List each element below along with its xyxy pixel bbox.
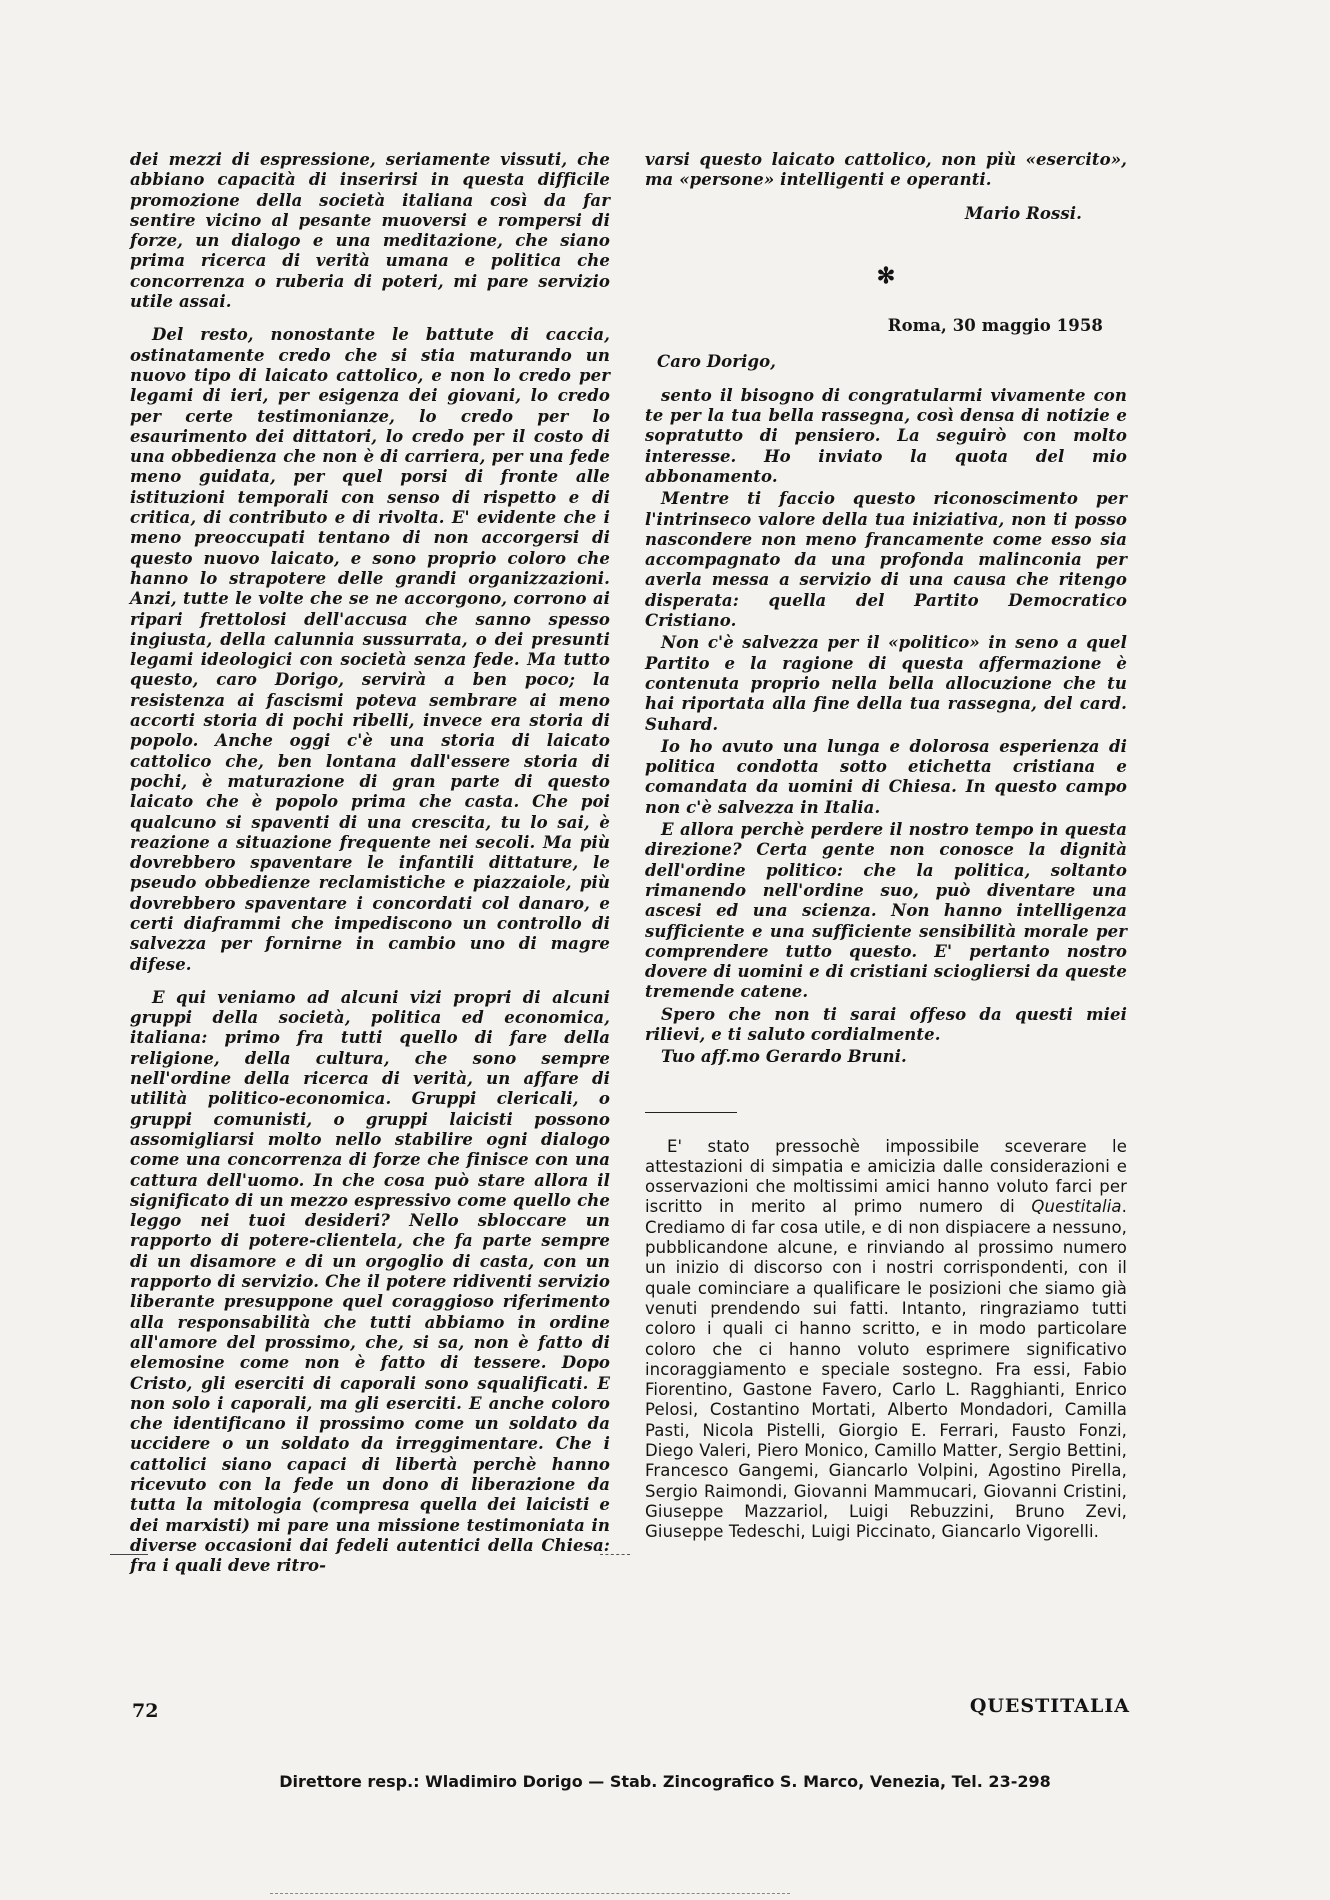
editor-note-before: E' stato pressochè impossibile sceverare le attestazioni di simpatia e amicizia dalle considerazioni e osservazioni che moltissimi amici hanno voluto farci per iscritto in merito al primo numero di xyxy=(645,1136,1127,1217)
divider-rule xyxy=(645,1112,737,1113)
page-number: 72 xyxy=(132,1700,159,1722)
signature-mario-rossi: Mario Rossi. xyxy=(964,203,1082,223)
salutation: Caro Dorigo, xyxy=(657,352,777,372)
letter-body xyxy=(645,386,1127,1068)
editor-note-after: . Crediamo di far cosa utile, e di non dispiacere a nessuno, pubblicandone alcune, e rinviando al prossimo numero un inizio di discorso con i nostri corrispondenti, con il quale cominciare a qualificare le posizioni che siamo già venuti prendendo sui fatti. Intanto, ringraziamo tutti coloro i quali ci hanno scritto, e in modo particolare coloro che ci hanno voluto esprimere significativo incoraggiamento e speciale sostegno. Fra essi, Fabio Fiorentino, Gastone Favero, Carlo L. Ragghianti, Enrico Pelosi, Costantino Mortati, Alberto Mondadori, Camilla Pasti, Nicola Pistelli, Giorgio E. Ferrari, Fausto Fonzi, Diego Valeri, Piero Monico, Camillo Matter, Sergio Bettini, Francesco Gangemi, Giancarlo Volpini, Agostino Pirella, Sergio Raimondi, Giovanni Mammucari, Giovanni Cristini, Giuseppe Mazzariol, Luigi Rebuzzini, Bruno Zevi, Giuseppe Tedeschi, Luigi Piccinato, Giancarlo Vigorelli. xyxy=(645,1197,1127,1542)
left-column xyxy=(130,150,610,1589)
letter-paragraph-6: Spero che non ti sarai offeso da questi miei rilievi, e ti saluto cordialmente. xyxy=(645,1004,1127,1044)
editor-note xyxy=(645,1137,1127,1543)
letter-closing: Tuo aff.mo Gerardo Bruni. xyxy=(661,1047,907,1067)
right-column xyxy=(645,150,1127,1556)
scan-artifact-line xyxy=(600,1554,630,1555)
left-paragraph-2: Del resto, nonostante le battute di caccia, ostinatamente credo che si stia maturando un nuovo tipo di laicato cattolico, e non lo credo per legami di ieri, per esigenza dei giovani, lo credo per certe testimonianze, lo credo per lo esaurimento dei dittatori, lo credo per il costo di una obbedienza che non è di carriera, per una fede meno guidata, per quel porsi di fronte alle istituzioni temporali con senso di rispetto e di critica, di contributo e di rivolta. E' evidente che i meno preoccupati tentano di non accorgersi di questo nuovo laicato, e sono proprio coloro che hanno lo strapotere delle grandi organizzazioni. Anzi, tutte le volte che se ne accorgono, corrono ai ripari frettolosi dell'accusa che sanno spesso ingiusta, della calunnia sussurrata, o dei presunti legami ideologici con società senza fede. Ma tutto questo, caro Dorigo, servirà a ben poco; la resistenza ai fascismi poteva sembrare ai meno accorti storia di pochi ribelli, invece era storia di popolo. Anche oggi c'è una storia di laicato cattolico che, ben lontana dall'essere storia di pochi, è maturazione di gran parte di questo laicato che è popolo prima che casta. Che poi qualcuno si spaventi di una crescita, tu lo sai, è reazione a situazione frequente nei secoli. Ma più dovrebbero spaventare le infantili dittature, le pseudo obbedienze reclamistiche e piazzaiole, più dovrebbero spaventare i concordati col danaro, e certi diaframmi che impediscono un controllo di salvezza per fornirne in cambio uno di magre difese. xyxy=(130,325,610,974)
left-paragraph-3: E qui veniamo ad alcuni vizi propri di alcuni gruppi della società, politica ed economica, italiana: primo fra tutti quello di fare della religione, della cultura, che sono sempre nell'ordine della ricerca di verità, un affare di utilità politico-economica. Gruppi clericali, o gruppi comunisti, o gruppi laicisti possono assomigliarsi molto nello stabilire ogni dialogo come una concorrenza di forze che finisce con una cattura dell'uomo. In che cosa può stare allora il significato di un mezzo espressivo come quello che leggo nei tuoi desideri? Nello sbloccare un rapporto di potere-clientela, che fa parte sempre di un disamore e di un orgoglio di casta, con un rapporto di servizio. Che il potere ridiventi servizio liberante presuppone quel coraggioso riferimento alla responsabilità che tutti abbiamo in ordine all'amore del prossimo, che, si sa, non è fatto di elemosine come non è fatto di tessere. Dopo Cristo, gli eserciti di caporali sono squalificati. E non solo i caporali, ma gli eserciti. E anche coloro che identificano il prossimo come un soldato da uccidere o un soldato da irreggimentare. Che i cattolici siano capaci di libertà perchè hanno ricevuto con la fede un dono di liberazione da tutta la mitologia (compresa quella dei laicisti e dei marxisti) mi pare una missione testimoniata in diverse occasioni dai fedeli autentici della Chiesa: fra i quali deve ritro- xyxy=(130,987,610,1576)
editor-note-title: Questitalia xyxy=(1031,1197,1122,1217)
dateline: Roma, 30 maggio 1958 xyxy=(887,316,1103,336)
asterisk-separator: ✻ xyxy=(876,262,896,289)
letter-paragraph-5: E allora perchè perdere il nostro tempo in questa direzione? Certa gente non conosce la dignità dell'ordine politico: che la politica, soltanto rimanendo nell'ordine suo, può diventare una ascesi ed una scienza. Non hanno intelligenza sufficiente e una sufficiente sensibilità morale per comprendere tutto questo. E' pertanto nostro dovere di uomini e di cristiani sciogliersi da queste tremende catene. xyxy=(645,820,1127,1002)
colophon: Direttore resp.: Wladimiro Dorigo — Stab. Zincografico S. Marco, Venezia, Tel. 23-298 xyxy=(279,1772,1051,1791)
letter-paragraph-2: Mentre ti faccio questo riconoscimento per l'intrinseco valore della tua iniziativa, non ti posso nascondere non meno francamente come esso sia accompagnato da una profonda malinconia per averla messa a servizio di una causa che ritengo disperata: quella del Partito Democratico Cristiano. xyxy=(645,489,1127,631)
letter-paragraph-4: Io ho avuto una lunga e dolorosa esperienza di politica condotta sotto etichetta cristiana e comandata da uomini di Chiesa. In questo campo non c'è salvezza in Italia. xyxy=(645,736,1127,817)
scan-artifact-line xyxy=(270,1893,790,1894)
letter-paragraph-3: Non c'è salvezza per il «politico» in seno a quel Partito e la ragione di questa affermazione è contenuta proprio nella bella allocuzione che tu hai riportata alla fine della tua rassegna, del card. Suhard. xyxy=(645,633,1127,734)
letter-continuation: varsi questo laicato cattolico, non più «esercito», ma «persone» intelligenti e operanti. xyxy=(645,150,1127,190)
scan-artifact-line xyxy=(110,1554,148,1555)
left-paragraph-1: dei mezzi di espressione, seriamente vissuti, che abbiano capacità di inserirsi in questa difficile promozione della società italiana così da far sentire vicino al pesante muoversi e rompersi di forze, un dialogo e una meditazione, che siano prima ricerca di verità umana e politica che concorrenza o ruberia di poteri, mi pare servizio utile assai. xyxy=(130,150,610,312)
magazine-name: QUESTITALIA xyxy=(969,1695,1130,1717)
letter-paragraph-1: sento il bisogno di congratularmi vivamente con te per la tua bella rassegna, così densa di notizie e sopratutto di pensiero. La seguirò con molto interesse. Ho inviato la quota del mio abbonamento. xyxy=(645,385,1127,486)
